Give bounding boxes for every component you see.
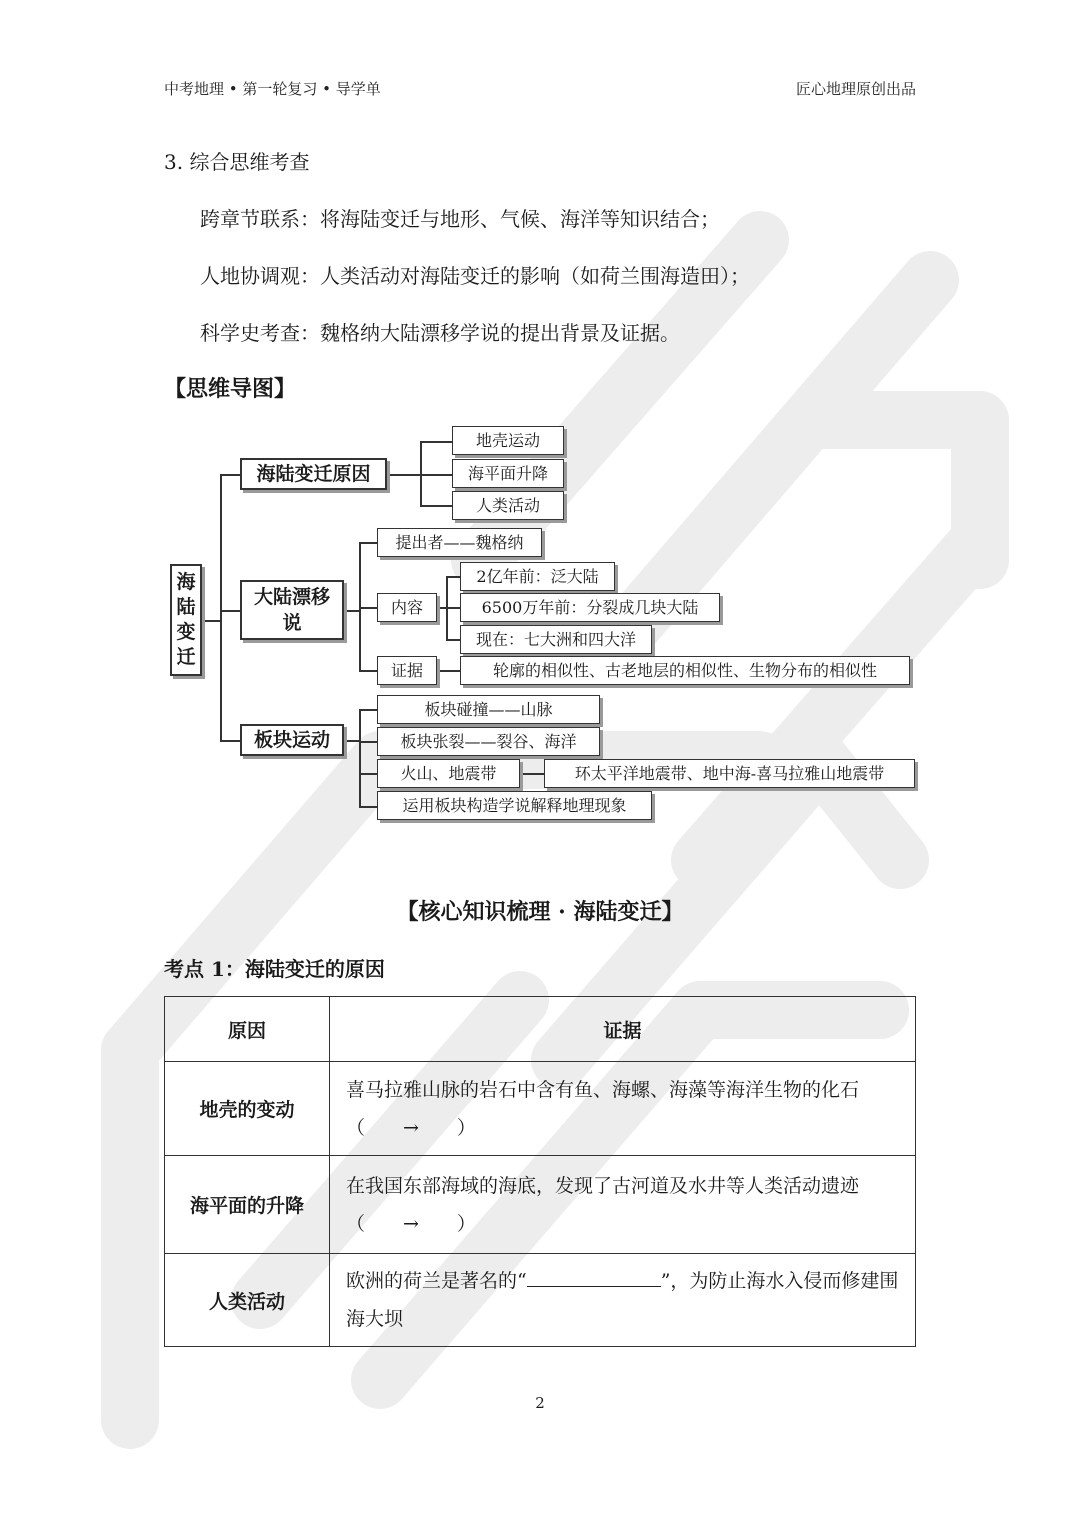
mindmap-title: 【思维导图】 (164, 376, 297, 402)
table-header-row (165, 997, 916, 1062)
evidence-cell (330, 1254, 916, 1347)
node-content: 内容 (377, 593, 437, 622)
node-collision: 板块碰撞——山脉 (377, 695, 600, 724)
fill-blank-line[interactable] (527, 1266, 661, 1287)
node-split: 6500万年前：分裂成几块大陆 (460, 593, 720, 622)
evidence-cell (330, 1062, 916, 1156)
node-human-activity: 人类活动 (452, 491, 564, 520)
header-left: 中考地理 • 第一轮复习 • 导学单 (164, 80, 381, 98)
core-title: 【核心知识梳理 · 海陆变迁】 (396, 899, 684, 925)
node-volcano: 火山、地震带 (377, 759, 520, 788)
node-rifting: 板块张裂——裂谷、海洋 (377, 727, 600, 756)
point1-title: 考点 1：海陆变迁的原因 (164, 957, 385, 981)
table-row (165, 1062, 916, 1156)
node-pangaea: 2亿年前：泛大陆 (460, 562, 615, 591)
causes-table (164, 996, 916, 1347)
evidence-text: 喜马拉雅山脉的岩石中含有鱼、海螺、海藻等海洋生物的化石 (346, 1078, 860, 1101)
node-seismic-belts: 环太平洋地震带、地中海-喜马拉雅山地震带 (544, 759, 915, 788)
node-plate-movement: 板块运动 (240, 724, 344, 756)
cause-cell: 地壳的变动 (165, 1062, 330, 1156)
node-causes: 海陆变迁原因 (240, 458, 387, 490)
section3-item-3: 科学史考查：魏格纳大陆漂移学说的提出背景及证据。 (200, 321, 680, 345)
node-evidence-label: 证据 (377, 656, 437, 685)
header-right: 匠心地理原创出品 (795, 80, 916, 98)
node-continental-drift: 大陆漂移说 (240, 580, 344, 640)
node-apply-theory: 运用板块构造学说解释地理现象 (377, 791, 652, 820)
answer-blank[interactable]: （ → ） (346, 1116, 476, 1139)
node-evidence: 轮廓的相似性、古老地层的相似性、生物分布的相似性 (460, 656, 910, 685)
section3-item-2: 人地协调观：人类活动对海陆变迁的影响（如荷兰围海造田）； (200, 264, 750, 288)
header-evidence: 证据 (330, 997, 916, 1062)
node-present: 现在：七大洲和四大洋 (460, 625, 652, 654)
cause-cell: 海平面的升降 (165, 1156, 330, 1254)
page-number: 2 (535, 1394, 545, 1412)
section3-item-1: 跨章节联系：将海陆变迁与地形、气候、海洋等知识结合； (200, 207, 720, 231)
cause-cell: 人类活动 (165, 1254, 330, 1347)
evidence-text: 在我国东部海域的海底，发现了古河道及水井等人类活动遗迹 (346, 1174, 860, 1197)
table-row (165, 1254, 916, 1347)
node-crust-movement: 地壳运动 (452, 426, 564, 455)
evidence-text-post: ”，为防止海水入侵而修建围海大坝 (346, 1270, 899, 1330)
mindmap-root: 海陆变迁 (170, 564, 202, 676)
node-proposer: 提出者——魏格纳 (377, 528, 542, 557)
table-row (165, 1156, 916, 1254)
header-cause: 原因 (165, 997, 330, 1062)
section3-title: 3. 综合思维考查 (164, 150, 310, 174)
answer-blank[interactable]: （ → ） (346, 1212, 476, 1235)
node-sea-level: 海平面升降 (452, 459, 564, 488)
evidence-cell (330, 1156, 916, 1254)
evidence-text-pre: 欧洲的荷兰是著名的“ (346, 1270, 527, 1292)
